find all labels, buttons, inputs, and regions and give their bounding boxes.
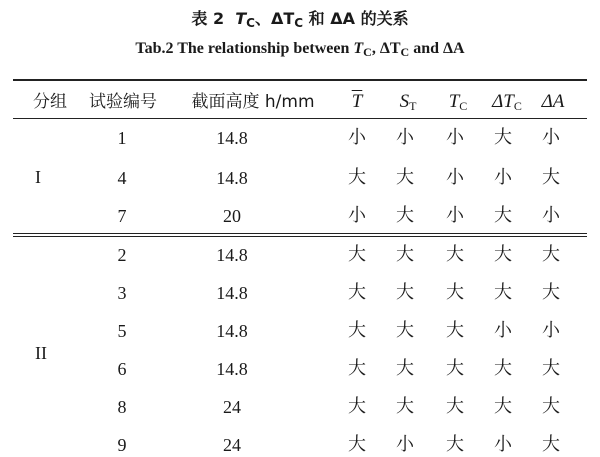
cell-tc: 大 xyxy=(446,282,464,303)
cell-tc: 大 xyxy=(446,320,464,341)
cell-tc: 大 xyxy=(446,358,464,379)
header-test-no: 试验编号 xyxy=(89,92,157,112)
cell-da: 大 xyxy=(542,282,560,303)
cell-test-no: 1 xyxy=(117,128,127,148)
table-title-en: Tab.2 The relationship between $T_C$, $\Delta T_C$ and ΔA xyxy=(135,40,465,59)
cell-dtc: 大 xyxy=(494,244,512,265)
cell-dtc: 大 xyxy=(494,358,512,379)
cell-height: 20 xyxy=(223,206,241,226)
cell-tc: 小 xyxy=(446,167,464,188)
cell-height: 14.8 xyxy=(216,359,248,379)
cell-tc: 大 xyxy=(446,434,464,455)
cell-t-bar: 大 xyxy=(348,244,366,265)
header-da: ΔA xyxy=(541,91,565,112)
header-group: 分组 xyxy=(33,92,67,112)
cell-da: 小 xyxy=(542,320,560,341)
cell-height: 24 xyxy=(223,397,241,417)
cell-dtc: 大 xyxy=(494,282,512,303)
cell-height: 14.8 xyxy=(216,321,248,341)
cell-st: 大 xyxy=(396,244,414,265)
cell-dtc: 小 xyxy=(494,167,512,188)
cell-tc: 大 xyxy=(446,396,464,417)
cell-da: 大 xyxy=(542,358,560,379)
cell-t-bar: 大 xyxy=(348,167,366,188)
cell-test-no: 2 xyxy=(117,245,127,265)
cell-dtc: 大 xyxy=(494,127,512,148)
cell-dtc: 大 xyxy=(494,396,512,417)
cell-dtc: 小 xyxy=(494,320,512,341)
cell-st: 大 xyxy=(396,320,414,341)
cell-test-no: 3 xyxy=(117,283,127,303)
cell-st: 大 xyxy=(396,282,414,303)
cell-height: 14.8 xyxy=(216,128,248,148)
cell-st: 小 xyxy=(396,434,414,455)
header-st: $S_T$ xyxy=(399,91,417,113)
cell-t-bar: 小 xyxy=(348,205,366,226)
cell-test-no: 5 xyxy=(117,321,127,341)
cell-da: 小 xyxy=(542,205,560,226)
table-top-rule xyxy=(13,79,587,81)
header-dtc: $\Delta T_C$ xyxy=(492,91,522,113)
cell-height: 14.8 xyxy=(216,245,248,265)
header-t-bar: $\overline{T}$ xyxy=(351,91,363,112)
cell-dtc: 大 xyxy=(494,205,512,226)
cell-height: 14.8 xyxy=(216,283,248,303)
cell-height: 24 xyxy=(223,435,241,455)
cell-st: 大 xyxy=(396,358,414,379)
group-divider xyxy=(13,233,587,234)
cell-t-bar: 大 xyxy=(348,282,366,303)
cell-t-bar: 小 xyxy=(348,127,366,148)
cell-tc: 大 xyxy=(446,244,464,265)
cell-tc: 小 xyxy=(446,205,464,226)
cell-st: 大 xyxy=(396,396,414,417)
header-rule xyxy=(13,118,587,119)
cell-t-bar: 大 xyxy=(348,434,366,455)
cell-st: 大 xyxy=(396,205,414,226)
cell-dtc: 小 xyxy=(494,434,512,455)
cell-da: 大 xyxy=(542,167,560,188)
cell-da: 大 xyxy=(542,244,560,265)
cell-st: 大 xyxy=(396,167,414,188)
cell-da: 大 xyxy=(542,434,560,455)
table-title-cn: 表 2 $T_C$、$\Delta T_C$ 和 ΔA 的关系 xyxy=(191,9,409,30)
cell-t-bar: 大 xyxy=(348,396,366,417)
header-height: 截面高度 h/mm xyxy=(191,92,315,112)
cell-tc: 小 xyxy=(446,127,464,148)
cell-test-no: 8 xyxy=(117,397,127,417)
cell-test-no: 4 xyxy=(117,168,127,188)
header-tc: $T_C$ xyxy=(448,91,468,113)
cell-test-no: 6 xyxy=(117,359,127,379)
cell-st: 小 xyxy=(396,127,414,148)
cell-da: 小 xyxy=(542,127,560,148)
cell-da: 大 xyxy=(542,396,560,417)
cell-test-no: 9 xyxy=(117,435,127,455)
cell-t-bar: 大 xyxy=(348,358,366,379)
group-label-i: I xyxy=(35,167,41,187)
group-divider xyxy=(13,236,587,237)
group-label-ii: II xyxy=(35,343,47,363)
cell-height: 14.8 xyxy=(216,168,248,188)
cell-t-bar: 大 xyxy=(348,320,366,341)
cell-test-no: 7 xyxy=(117,206,127,226)
